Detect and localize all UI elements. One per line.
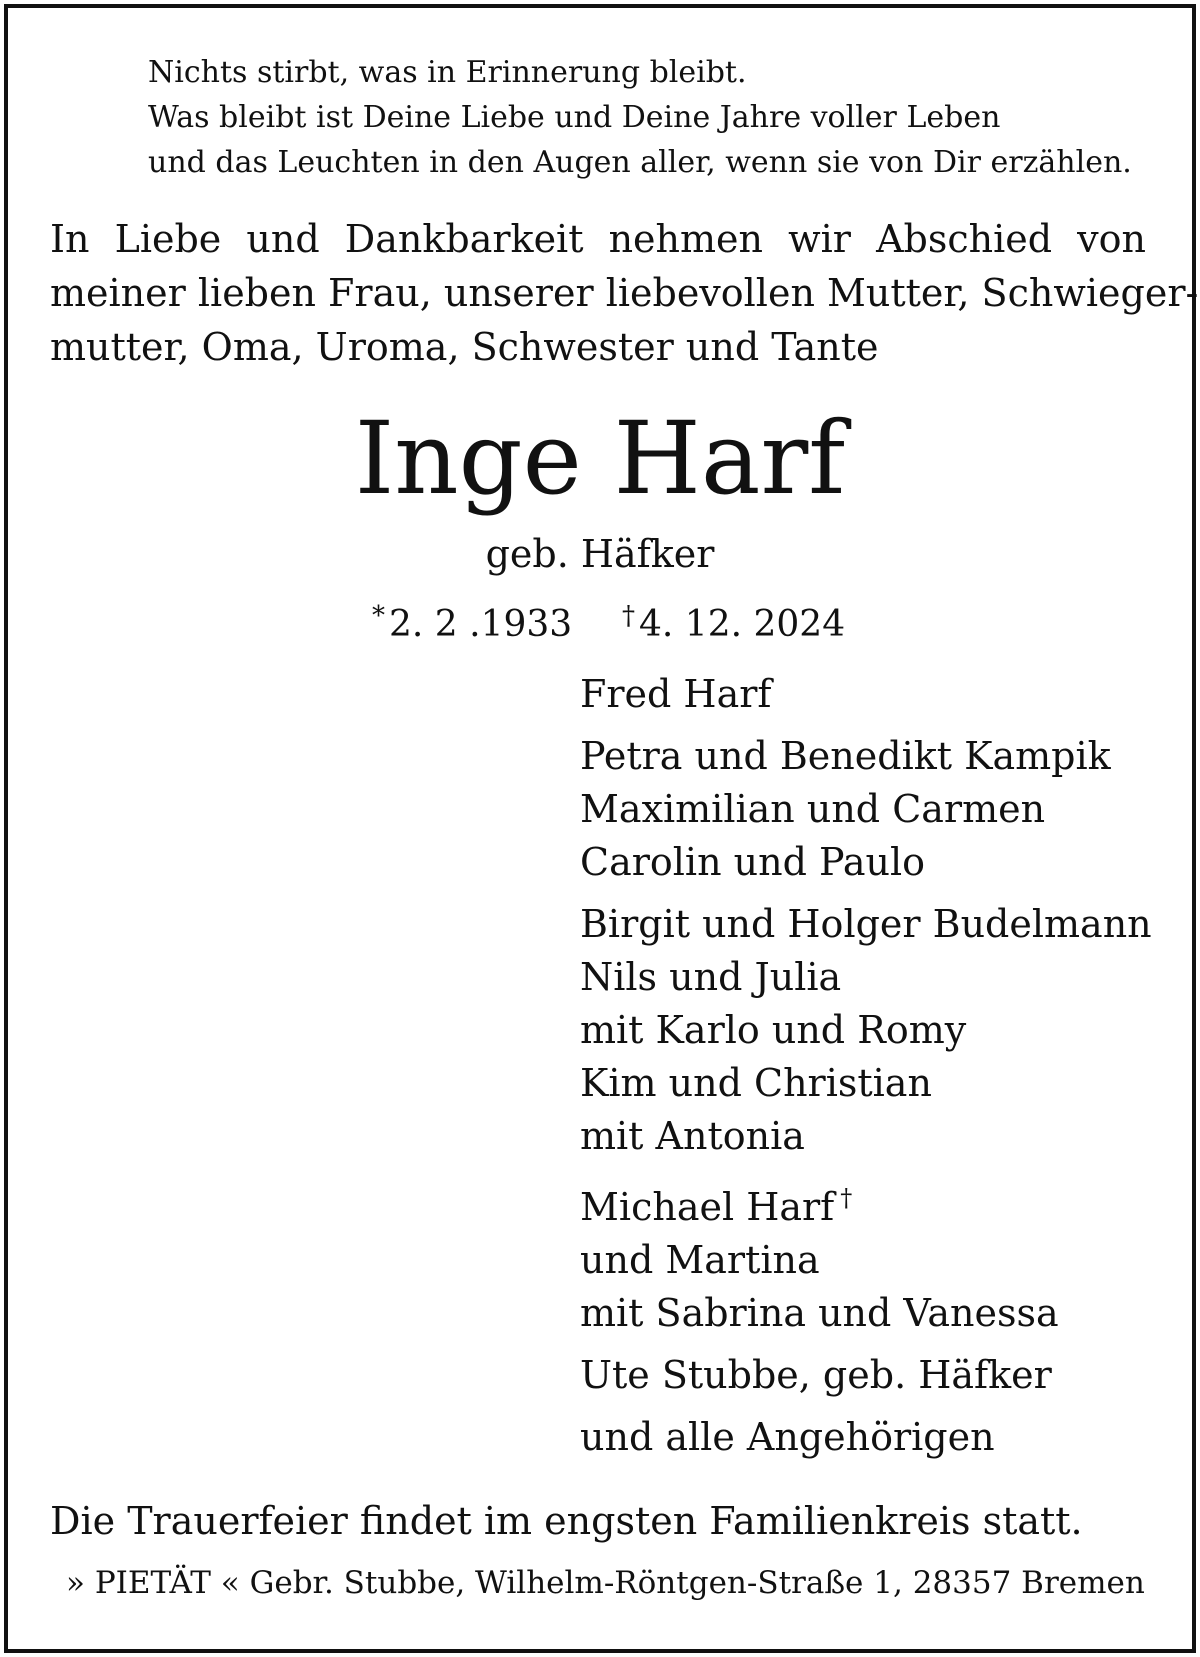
mourner-line: Fred Harf — [580, 672, 772, 716]
motto-line: Nichts stirbt, was in Erinnerung bleibt. — [148, 55, 747, 90]
mourner-line: mit Karlo und Romy — [580, 1008, 967, 1052]
mourner-line: Kim und Christian — [580, 1061, 932, 1105]
intro-line: mutter, Oma, Uroma, Schwester und Tante — [50, 325, 879, 369]
undertaker-info: » PIETÄT « Gebr. Stubbe, Wilhelm-Röntgen-Straße 1, 28357 Bremen — [66, 1565, 1145, 1601]
death-date-block — [622, 592, 845, 649]
farewell-intro — [50, 212, 1199, 374]
mourner-line: und Martina — [580, 1238, 820, 1282]
mourner-line: mit Sabrina und Vanessa — [580, 1291, 1059, 1335]
mourner-line: Nils und Julia — [580, 955, 842, 999]
mourner-line: Carolin und Paulo — [580, 840, 926, 884]
mourner-line: und alle Angehörigen — [580, 1415, 995, 1459]
mourner-name: Michael Harf — [580, 1185, 835, 1229]
intro-line: In Liebe und Dankbarkeit nehmen wir Abschied von — [50, 217, 1146, 261]
mourner-line: Maximilian und Carmen — [580, 787, 1046, 831]
motto-verse — [148, 50, 1168, 185]
mourner-group — [580, 730, 1180, 889]
birth-date: 2. 2 .1933 — [389, 604, 573, 645]
birth-star-icon: * — [372, 601, 385, 631]
intro-line: meiner lieben Frau, unserer liebevollen Mutter, Schwieger- — [50, 271, 1199, 315]
mourner-group — [580, 898, 1180, 1163]
motto-line: und das Leuchten in den Augen aller, wenn sie von Dir erzählen. — [148, 145, 1132, 180]
mourner-line: Birgit und Holger Budelmann — [580, 902, 1152, 946]
mourner-group — [580, 1349, 1180, 1402]
mourner-line: mit Antonia — [580, 1114, 805, 1158]
ceremony-note: Die Trauerfeier findet im engsten Familienkreis statt. — [50, 1499, 1083, 1543]
mourner-group — [580, 668, 1180, 721]
deceased-dagger-icon: † — [840, 1184, 853, 1212]
birth-date-block — [372, 592, 572, 649]
mourner-group — [580, 1172, 1180, 1340]
deceased-name: Inge Harf — [354, 400, 846, 517]
birth-name: geb. Häfker — [485, 532, 715, 576]
mourner-line: Ute Stubbe, geb. Häfker — [580, 1353, 1052, 1397]
mourners-list — [580, 668, 1180, 1473]
motto-line: Was bleibt ist Deine Liebe und Deine Jahre voller Leben — [148, 100, 1001, 135]
death-cross-icon: † — [622, 601, 635, 631]
death-date: 4. 12. 2024 — [639, 604, 846, 645]
mourner-line: Petra und Benedikt Kampik — [580, 734, 1111, 778]
mourner-line — [580, 1172, 1180, 1234]
mourner-group — [580, 1411, 1180, 1464]
